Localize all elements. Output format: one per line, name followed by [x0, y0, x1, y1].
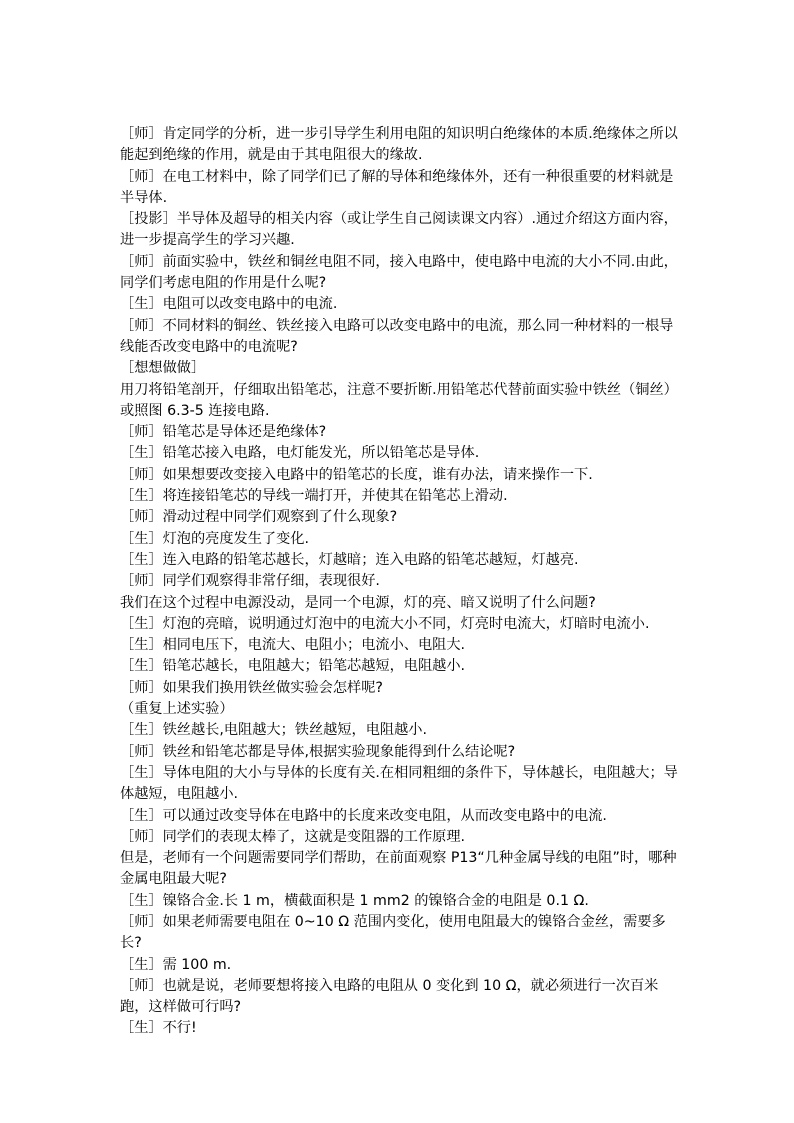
paragraph: ［生］需 100 m. — [120, 956, 232, 973]
paragraph: ［师］不同材料的铜丝、铁丝接入电路可以改变电路中的电流，那么同一种材料的一根导线能否改变电路中的电流呢? — [120, 317, 674, 355]
paragraph: ［生］导体电阻的大小与导体的长度有关.在相同粗细的条件下，导体越长，电阻越大；导体越短，电阻越小. — [120, 764, 678, 803]
paragraph: ［师］在电工材料中，除了同学们已了解的导体和绝缘体外，还有一种很重要的材料就是半导体. — [120, 168, 674, 206]
paragraph: ［师］同学们的表现太棒了，这就是变阻器的工作原理. — [120, 828, 466, 845]
paragraph: ［师］铁丝和铅笔芯都是导体,根据实验现象能得到什么结论呢? — [120, 743, 516, 760]
paragraph: ［师］肯定同学的分析，进一步引导学生利用电阻的知识明白绝缘体的本质.绝缘体之所以能起到绝缘的作用，就是由于其电阻很大的缘故. — [120, 126, 678, 164]
paragraph: ［师］铅笔芯是导体还是绝缘体? — [120, 424, 327, 441]
paragraph: ［师］如果老师需要电阻在 0~10 Ω 范围内变化，使用电阻最大的镍铬合金丝，需要多长? — [120, 913, 666, 952]
paragraph: ［投影］半导体及超导的相关内容（或让学生自己阅读课文内容）.通过介绍这方面内容，进一步提高学生的学习兴趣. — [120, 211, 678, 249]
paragraph: ［师］前面实验中，铁丝和铜丝电阻不同，接入电路中，使电路中电流的大小不同.由此，同学们考虑电阻的作用是什么呢? — [120, 253, 678, 292]
paragraph: ［生］电阻可以改变电路中的电流. — [120, 296, 338, 313]
paragraph: ［生］镍铬合金.长 1 m，横截面积是 1 mm2 的镍铬合金的电阻是 0.1 Ω. — [120, 892, 589, 909]
document-body — [120, 124, 680, 1040]
paragraph: ［师］如果想要改变接入电路中的铅笔芯的长度，谁有办法，请来操作一下. — [120, 466, 593, 483]
paragraph: ［生］灯泡的亮度发生了变化. — [120, 530, 309, 547]
paragraph: ［生］铅笔芯接入电路，电灯能发光，所以铅笔芯是导体. — [120, 445, 480, 462]
section-heading: ［想想做做］ — [120, 360, 206, 377]
paragraph: ［生］将连接铅笔芯的导线一端打开，并使其在铅笔芯上滑动. — [120, 488, 508, 505]
paragraph: ［生］可以通过改变导体在电路中的长度来改变电阻，从而改变电路中的电流. — [120, 807, 607, 824]
paragraph: ［师］同学们观察得非常仔细，表现很好. — [120, 573, 380, 590]
paragraph: 用刀将铅笔剖开，仔细取出铅笔芯，注意不要折断.用铅笔芯代替前面实验中铁丝（铜丝）或照图 6.3-5 连接电路. — [120, 381, 678, 419]
paragraph: ［生］铁丝越长,电阻越大；铁丝越短，电阻越小. — [120, 722, 427, 739]
paragraph: ［师］滑动过程中同学们观察到了什么现象? — [120, 509, 398, 526]
paragraph: ［师］如果我们换用铁丝做实验会怎样呢? — [120, 679, 383, 696]
paragraph: ［生］灯泡的亮暗，说明通过灯泡中的电流大小不同，灯亮时电流大，灯暗时电流小. — [120, 615, 650, 632]
paragraph: 我们在这个过程中电源没动，是同一个电源，灯的亮、暗又说明了什么问题? — [120, 594, 596, 611]
paragraph: ［生］铅笔芯越长，电阻越大；铅笔芯越短，电阻越小. — [120, 658, 466, 675]
paragraph: 但是，老师有一个问题需要同学们帮助，在前面观察 P13“几种金属导线的电阻”时，哪种金属电阻最大呢? — [120, 850, 677, 888]
paragraph: ［师］也就是说，老师要想将接入电路的电阻从 0 变化到 10 Ω，就必须进行一次百米跑，这样做可行吗? — [120, 977, 659, 1016]
paragraph: ［生］相同电压下，电流大、电阻小；电流小、电阻大. — [120, 637, 466, 654]
paragraph: （重复上述实验） — [120, 701, 234, 718]
paragraph: ［生］不行! — [120, 1020, 197, 1037]
paragraph: ［生］连入电路的铅笔芯越长，灯越暗；连入电路的铅笔芯越短，灯越亮. — [120, 551, 579, 568]
